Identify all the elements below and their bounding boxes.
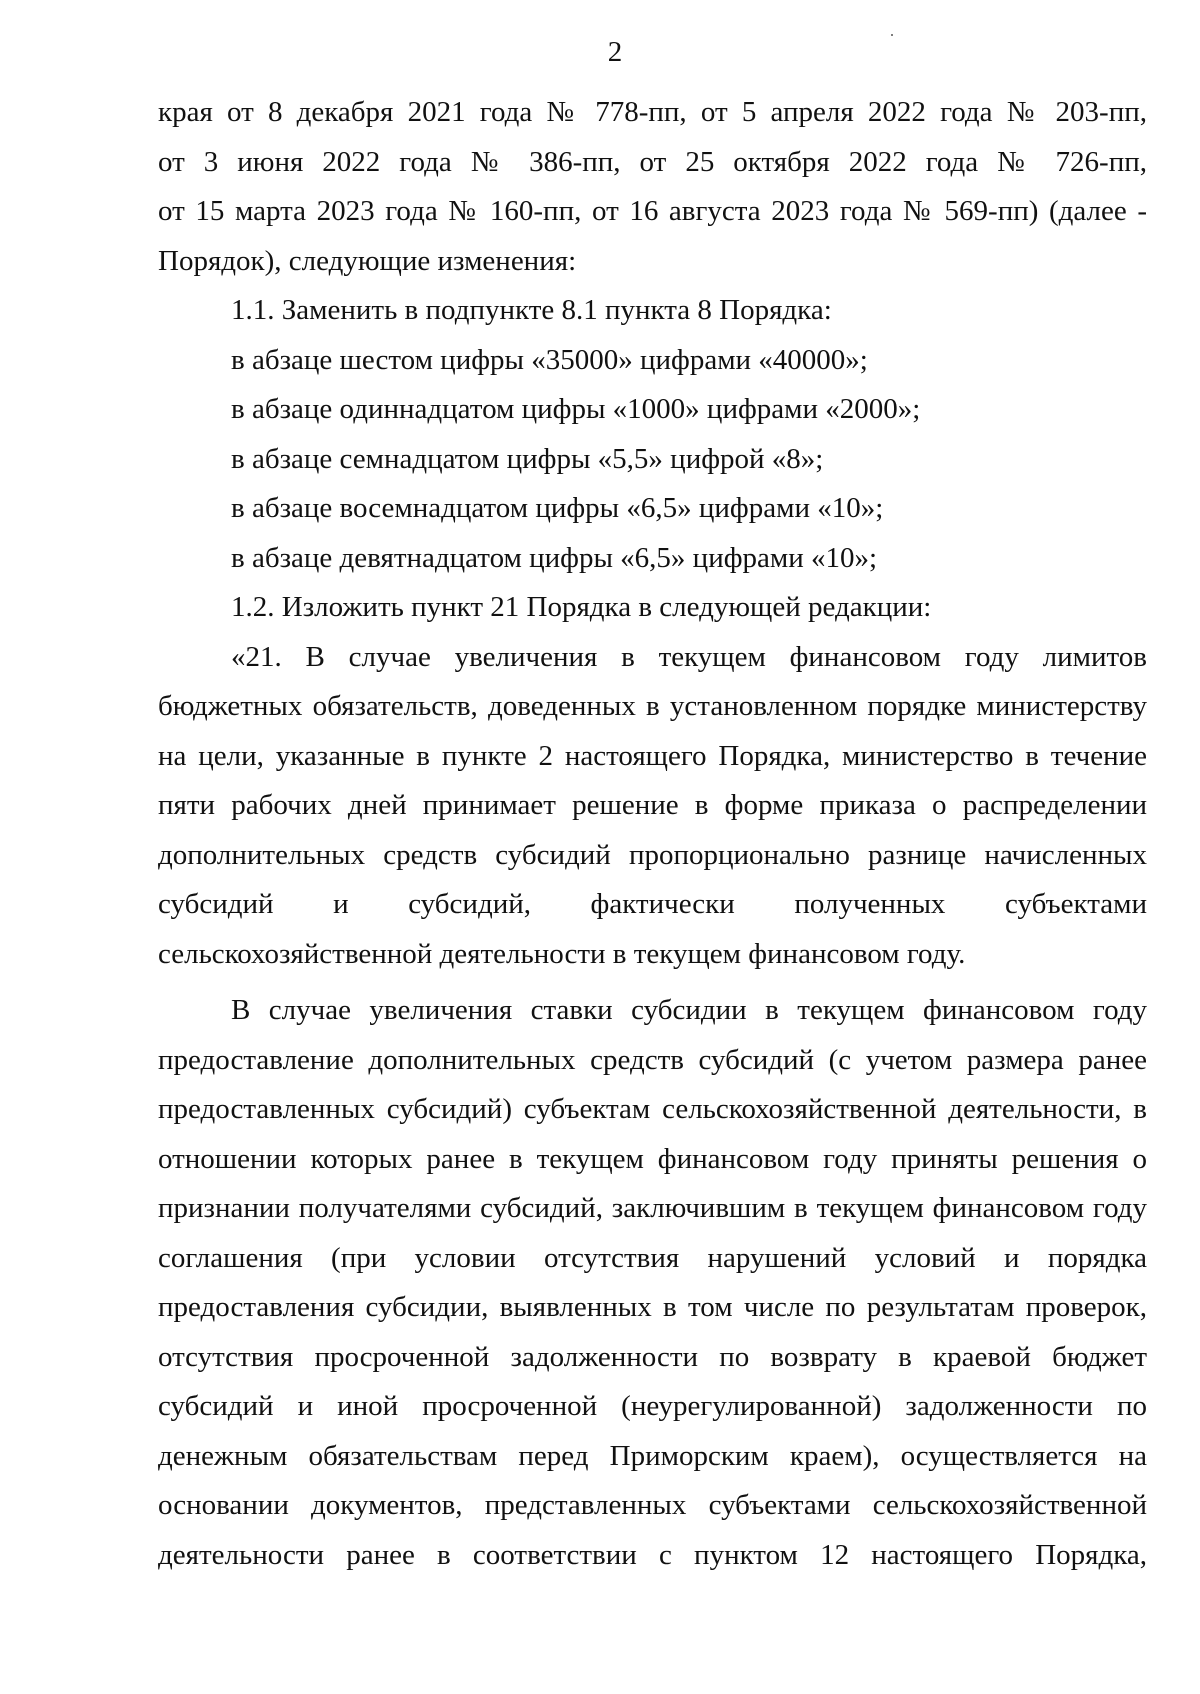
page-number: 2 (607, 36, 623, 68)
text-line: «21. В случае увеличения в текущем финансовом году лимитов (231, 640, 1147, 673)
text-line: в абзаце восемнадцатом цифры «6,5» цифрами «10»; (231, 492, 884, 524)
text-line: денежным обязательствам перед Приморским краем), осуществляется на (158, 1439, 1147, 1472)
text-line: 1.1. Заменить в подпункте 8.1 пункта 8 Порядка: (231, 294, 832, 326)
text-line: в абзаце одиннадцатом цифры «1000» цифрами «2000»; (231, 393, 921, 425)
scan-speck (891, 34, 893, 36)
text-line: края от 8 декабря 2021 года № 778-пп, от 5 апреля 2022 года № 203-пп, (158, 96, 1147, 128)
text-line: от 3 июня 2022 года № 386-пп, от 25 октября 2022 года № 726-пп, (158, 145, 1147, 178)
text-line: на цели, указанные в пункте 2 настоящего Порядка, министерство в течение (158, 739, 1147, 772)
text-line: 1.2. Изложить пункт 21 Порядка в следующей редакции: (231, 591, 932, 623)
text-line: в абзаце семнадцатом цифры «5,5» цифрой «8»; (231, 442, 824, 475)
document-body (158, 88, 1147, 1580)
text-line: Порядок), следующие изменения: (158, 244, 577, 277)
text-line: основании документов, представленных субъектами сельскохозяйственной (158, 1489, 1147, 1521)
text-line: в абзаце шестом цифры «35000» цифрами «40000»; (231, 343, 868, 376)
text-line: дополнительных средств субсидий пропорционально разнице начисленных (158, 838, 1147, 871)
text-line: отношении которых ранее в текущем финансовом году приняты решения о (158, 1142, 1147, 1175)
text-line: от 15 марта 2023 года № 160-пп, от 16 августа 2023 года № 569-пп) (далее - (158, 195, 1147, 227)
text-line: пяти рабочих дней принимает решение в форме приказа о распределении (158, 789, 1147, 821)
text-line: В случае увеличения ставки субсидии в текущем финансовом году (231, 994, 1147, 1026)
text-line: бюджетных обязательств, доведенных в установленном порядке министерству (158, 690, 1147, 722)
text-line: деятельности ранее в соответствии с пунктом 12 настоящего Порядка, (158, 1538, 1147, 1571)
text-line: отсутствия просроченной задолженности по возврату в краевой бюджет (158, 1340, 1147, 1373)
text-line: субсидий и субсидий, фактически полученных субъектами (158, 888, 1147, 920)
text-line: в абзаце девятнадцатом цифры «6,5» цифрами «10»; (231, 541, 878, 574)
text-line: сельскохозяйственной деятельности в текущем финансовом году. (158, 937, 966, 970)
text-line: признании получателями субсидий, заключившим в текущем финансовом году (158, 1192, 1147, 1224)
text-line: предоставления субсидии, выявленных в том числе по результатам проверок, (158, 1291, 1147, 1323)
text-line: соглашения (при условии отсутствия нарушений условий и порядка (158, 1241, 1147, 1274)
text-line: субсидий и иной просроченной (неурегулированной) задолженности по (158, 1390, 1147, 1422)
text-line: предоставленных субсидий) субъектам сельскохозяйственной деятельности, в (158, 1093, 1147, 1125)
paragraph-gap (158, 979, 1147, 986)
text-line: предоставление дополнительных средств субсидий (с учетом размера ранее (158, 1043, 1147, 1076)
